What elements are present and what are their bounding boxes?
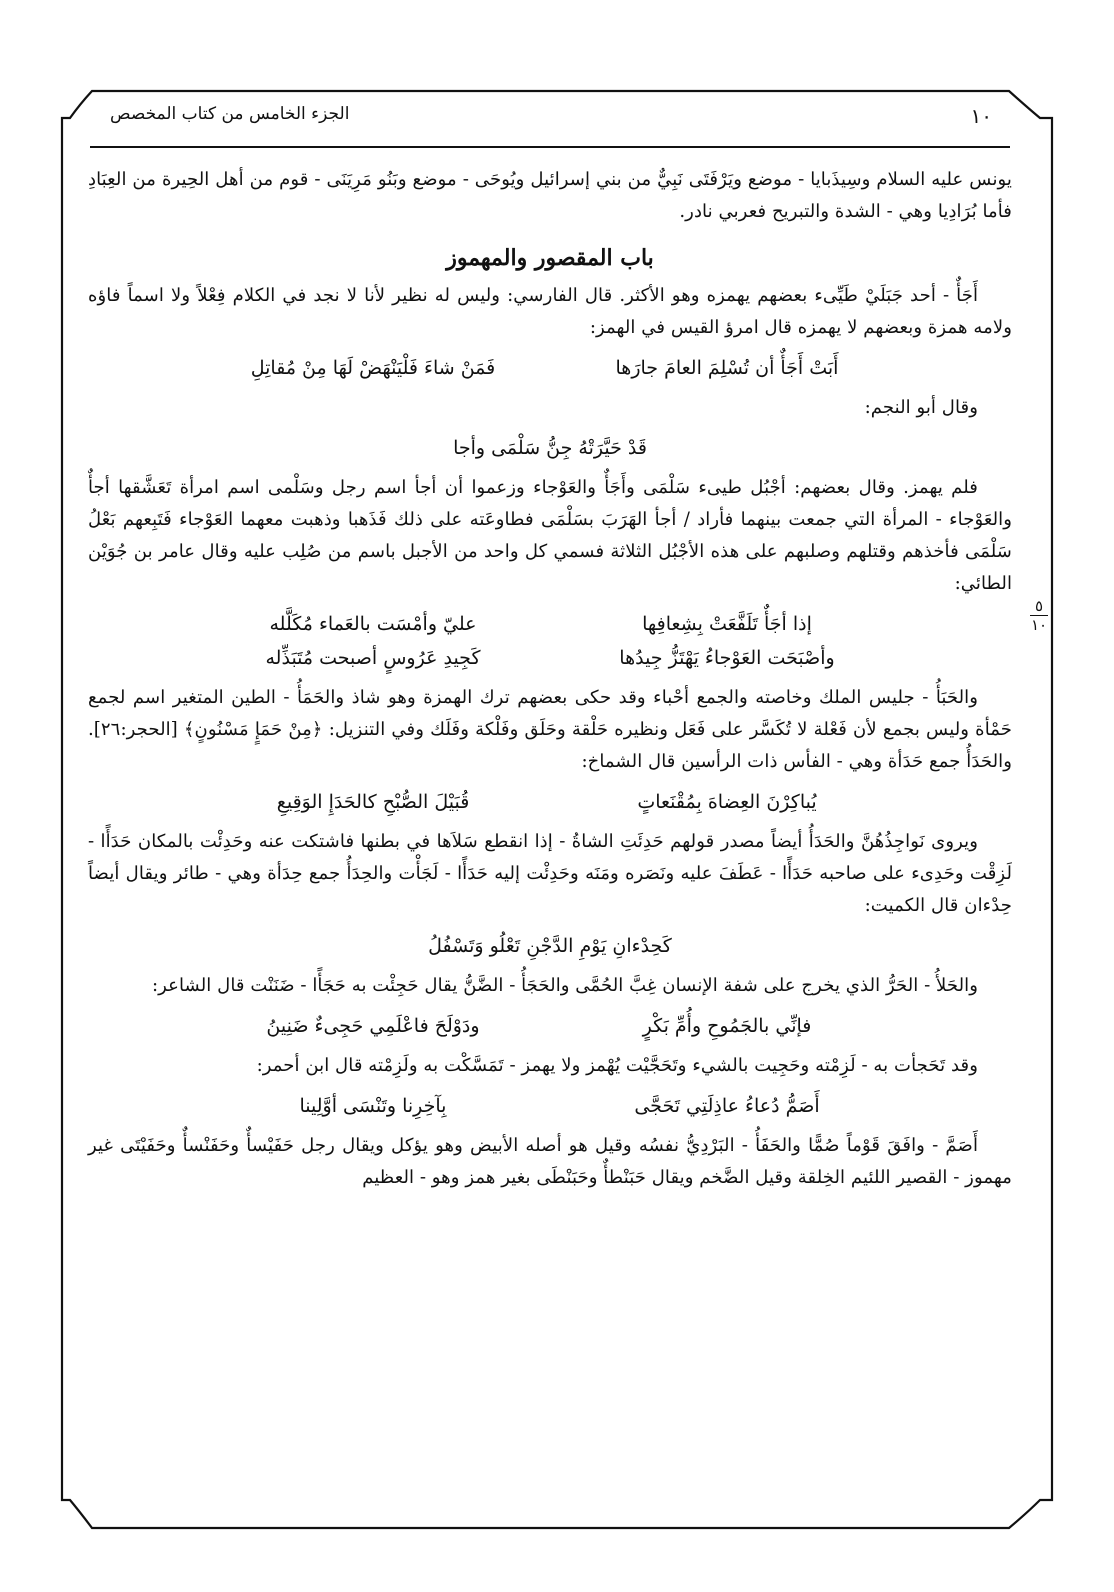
abu-najm-line: وقال أبو النجم: xyxy=(864,397,978,418)
verse-1-second-half: فَمَنْ شاءَ فَلْيَنْهَضْ لَهَا مِنْ مُقاتِلِ xyxy=(250,357,496,379)
paragraph-3: والحَبَأُ - جليس الملك وخاصته والجمع أحْباء وقد حكى بعضهم ترك الهمزة وهو شاذ والحَمَأُ - الطين المتغير اسم لجمع حَمْأة وليس بجمع لأن فَعْلة لا تُكَسَّر على فَعَل ونظيره حَلْقة وحَلَق وفَلْكة وفَلَك وفي التنزيل: ﴿مِنْ حَمَإٍ مَسْنُونٍ﴾ [الحجر:٢٦]. والحَدَأُ جمع حَدَأة وهي - الفأس ذات الرأسين قال الشماخ: xyxy=(88,687,1012,772)
verse-3 xyxy=(88,608,1012,640)
paragraph-2: فلم يهمز. وقال بعضهم: أجْبُل طيىء سَلْمَى وأَجَأٌ والعَوْجاء وزعموا أن أجأ اسم رجل وسَلْمى اسم امرأة تَعَشَّقها أجأٌ والعَوْجاء - المرأة التي جمعت بينهما فأراد / أجأ الهَرَبَ بسَلْمَى فطاوعَته على ذلك فَذَهبا وذهبت معهما العَوْجاء فَتَبِعهم بَعْلُ سَلْمَى فأخذهم وقتلهم وصلبهم على هذه الأجْبُل الثلاثة فسمي كل واحد من الأجبل باسم من صُلِب عليه وقال عامر بن جُوَيْن الطائي: xyxy=(88,477,1012,594)
verse-7-second-half: ودَوْلَحَ فاعْلَمِي حَجِىءٌ ضَنِينُ xyxy=(266,1015,480,1037)
verse-4 xyxy=(88,642,1012,674)
margin-note-top: ٥ xyxy=(1034,597,1044,615)
section-heading: باب المقصور والمهموز xyxy=(446,245,654,271)
verse-8-second-half: بِآخِرِنا وتَنْسَى أوَّلِينا xyxy=(299,1095,447,1117)
verse-5 xyxy=(88,786,1012,818)
verse-5-first-half: يُباكِرْنَ العِضاهَ بِمُقْنَعاتٍ xyxy=(637,791,817,813)
verse-2-text: قَدْ حَيَّرَتْهُ جِنُّ سَلْمَى وأجا xyxy=(453,437,647,459)
paragraph-5: والحَلأُ - الحَرُّ الذي يخرج على شفة الإنسان غِبَّ الحُمَّى والحَجَأُ - الضَّنُّ يقال حَجِئْت به حَجَأًا - ضَنَنْت قال الشاعر: xyxy=(151,975,978,996)
verse-3-first-half: إذا أجَأٌ تَلَفَّعَتْ بِشِعافِها xyxy=(642,613,812,635)
verse-5-second-half: قُبَيْلَ الصُّبْحِ كالحَدَإِ الوَقِيعِ xyxy=(276,791,470,813)
verse-6 xyxy=(88,930,1012,962)
verse-7 xyxy=(88,1010,1012,1042)
page-number: ١٠ xyxy=(970,104,992,128)
verse-1 xyxy=(88,352,1012,384)
verse-4-first-half: وأصْبَحَت العَوْجاءُ يَهْتَزُّ جِيدُها xyxy=(619,647,835,669)
paragraph-1: أَجَأٌ - أحد جَبَلَيْ طَيِّىء بعضهم يهمزه وهو الأكثر. قال الفارسي: وليس له نظير لأنا لا نجد في الكلام فِعْلاً ولا اسماً فاؤه ولامه همزة وبعضهم لا يهمزه قال امرؤ القيس في الهمز: xyxy=(88,285,1012,338)
verse-8 xyxy=(88,1090,1012,1122)
margin-note xyxy=(1022,598,1056,633)
verse-6-text: كَحِدْءانِ يَوْمِ الدَّجْنِ تَعْلُو وَتَسْفُلُ xyxy=(428,935,672,957)
ibn-ahmar-line: وقد تَحَجأت به - لَزِمْته وحَجِيت بالشيء وتَحَجَّيْت يُهْمز ولا يهمز - تَمَسَّكْت به ولَزِمْته قال ابن أحمر: xyxy=(256,1055,978,1076)
verse-8-first-half: أَصَمُّ دُعاءُ عاذِلَتِي تَحَجَّى xyxy=(634,1095,820,1117)
running-header xyxy=(90,100,1010,136)
running-title: الجزء الخامس من كتاب المخصص xyxy=(110,104,350,124)
margin-note-bottom: ١٠ xyxy=(1030,616,1048,634)
paragraph-6: أَصَمَّ - وافَقَ قَوْماً صُمًّا والحَفَأُ - البَرْدِيُّ نفسُه وقيل هو أصله الأبيض وهو يؤكل ويقال رجل حَفَيْسأٌ وحَفَنْسأٌ وحَفَيْتَى غير مهموز - القصير اللئيم الخِلقة وقيل الضَّخم ويقال حَبَنْطأٌ وحَبَنْطَى بغير همز وهو - العظيم xyxy=(88,1135,1012,1188)
verse-4-second-half: كَجِيدِ عَرُوسٍ أصبحت مُتَبَذِّله xyxy=(265,647,481,669)
verse-2 xyxy=(88,432,1012,464)
verse-7-first-half: فإنِّي بالجَمُوحِ وأُمِّ بَكْرٍ xyxy=(642,1015,812,1037)
page-body xyxy=(88,164,1012,1194)
header-rule xyxy=(90,146,1010,148)
intro-paragraph: يونس عليه السلام وسِيذَبايا - موضع ويَرْفَتَى نَبِيٌّ من بني إسرائيل ويُوحَى - موضع وبَنُو مَرِيَنَى - قوم من أهل الحِيرة من العِبَادِ فأما بُرَادِيا وهي - الشدة والتبريح فعربي نادر. xyxy=(88,169,1012,222)
verse-3-second-half: عليّ وأمْسَت بالعَماء مُكَلَّله xyxy=(269,613,477,635)
verse-1-first-half: أَبَتْ أَجَأٌ أن تُسْلِمَ العامَ جارَها xyxy=(615,357,839,379)
paragraph-4: ويروى نَواجِذُهُنَّ والحَدَأُ أيضاً مصدر قولهم حَدِئَتِ الشاةُ - إذا انقطع سَلاَها في بطنها فاشتكت عنه وحَدِئْت بالمكان حَدَأًا - لَزِقْت وحَدِىء على صاحبه حَدَأًا - عَطَفَ عليه ونَصَره ومَنَه وحَدِئْت إليه حَدَأًا - لَجَأْت والحِدَأُ جمع حِدَأة وهي - طائر ويقال أيضاً حِدْءان قال الكميت: xyxy=(88,831,1012,916)
